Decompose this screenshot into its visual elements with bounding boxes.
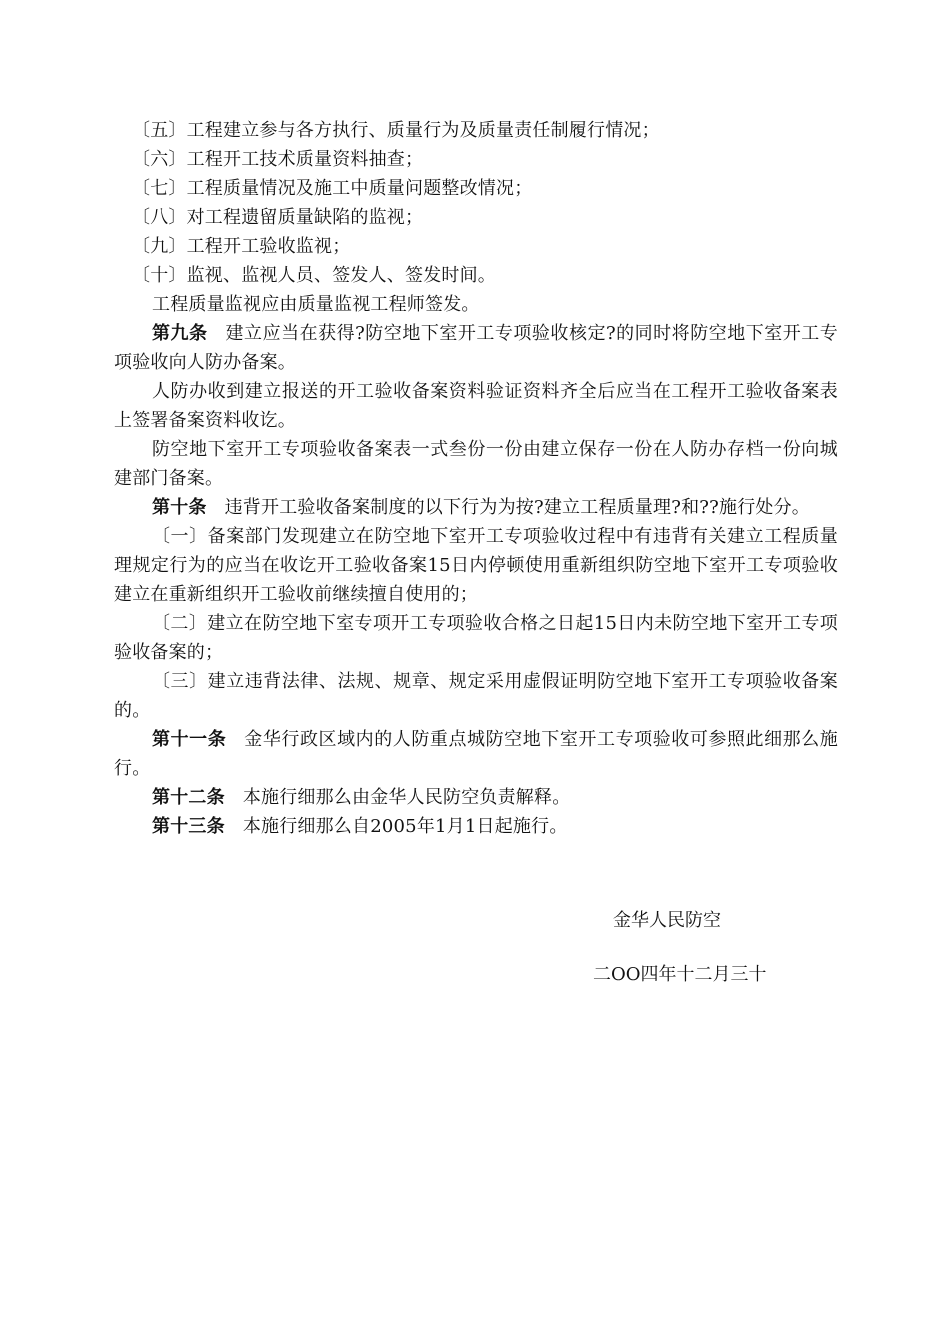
- receive-paragraph: 人防办收到建立报送的开工验收备案资料验证资料齐全后应当在工程开工验收备案表上签署备案资料收讫。: [114, 381, 838, 431]
- list-item-7: 〔七〕工程质量情况及施工中质量问题整改情况；: [132, 178, 533, 199]
- article-13: [114, 812, 838, 841]
- article-12-text: 本施行细那么由金华人民防空负责解释。: [242, 787, 571, 808]
- penalty-item-3: 〔三〕建立违背法律、法规、规章、规定采用虚假证明防空地下室开工专项验收备案的。: [114, 671, 838, 721]
- signature-organization: 金华人民防空: [613, 910, 721, 931]
- document-body: [114, 116, 838, 841]
- article-12-label: 第十二条: [152, 787, 225, 808]
- list-item-10: 〔十〕监视、监视人员、签发人、签发时间。: [132, 265, 496, 286]
- article-11: [114, 725, 838, 783]
- sign-note-paragraph: 工程质量监视应由质量监视工程师签发。: [152, 294, 480, 315]
- article-11-label: 第十一条: [152, 729, 227, 750]
- article-12: [114, 783, 838, 812]
- list-item-6: 〔六〕工程开工技术质量资料抽查；: [132, 149, 424, 170]
- list-item-8: 〔八〕对工程遗留质量缺陷的监视；: [132, 207, 424, 228]
- article-13-label: 第十三条: [152, 816, 225, 837]
- article-10-text: 违背开工验收备案制度的以下行为为按?建立工程质量理?和??施行处分。: [224, 497, 811, 518]
- list-item-5: 〔五〕工程建立参与各方执行、质量行为及质量责任制履行情况；: [132, 120, 660, 141]
- article-9: [114, 319, 838, 377]
- article-13-text: 本施行细那么自2005年1月1日起施行。: [242, 816, 568, 837]
- article-9-label: 第九条: [152, 323, 208, 344]
- copies-paragraph: 防空地下室开工专项验收备案表一式叁份一份由建立保存一份在人防办存档一份向城建部门备案。: [114, 439, 838, 489]
- list-item-9: 〔九〕工程开工验收监视；: [132, 236, 351, 257]
- article-9-text: 建立应当在获得?防空地下室开工专项验收核定?的同时将防空地下室开工专项验收向人防办备案。: [114, 323, 838, 373]
- penalty-item-1: 〔一〕备案部门发现建立在防空地下室开工专项验收过程中有违背有关建立工程质量理规定行为的应当在收讫开工验收备案15日内停顿使用重新组织防空地下室开工专项验收建立在重新组织开工验收前继续擅自使用的；: [114, 526, 838, 605]
- article-10-label: 第十条: [152, 497, 207, 518]
- article-11-text: 金华行政区域内的人防重点城防空地下室开工专项验收可参照此细那么施行。: [114, 729, 838, 779]
- signature-date: 二OO四年十二月三十: [593, 964, 767, 985]
- article-10: [114, 493, 838, 522]
- penalty-item-2: 〔二〕建立在防空地下室专项开工专项验收合格之日起15日内未防空地下室开工专项验收备案的；: [114, 613, 838, 663]
